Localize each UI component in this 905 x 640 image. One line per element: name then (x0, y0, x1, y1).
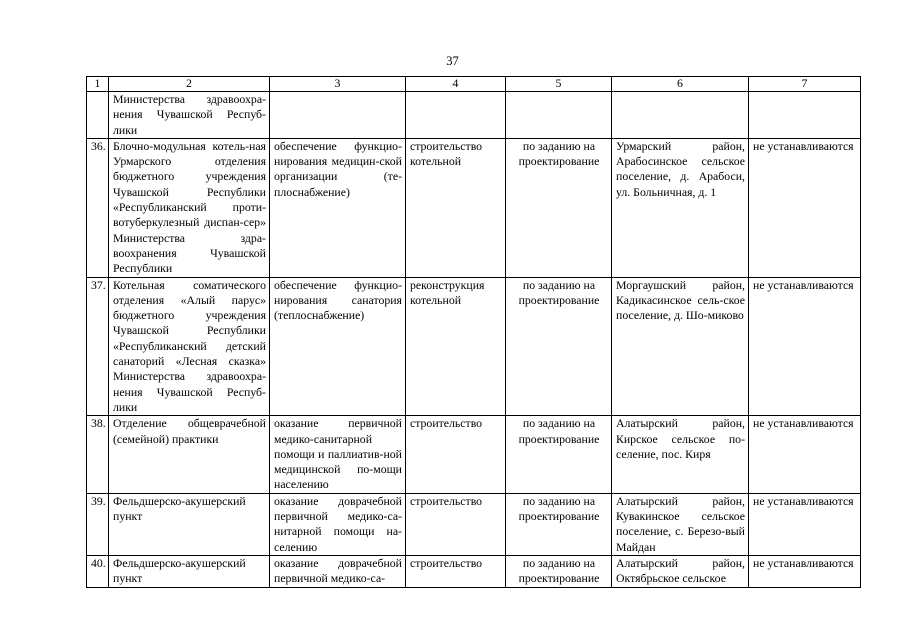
object-purpose: обеспечение функцио-нирования санатория (теплоснабжение) (270, 277, 406, 416)
object-purpose (270, 92, 406, 139)
object-zone: не устанавливаются (749, 555, 861, 587)
column-header: 4 (406, 77, 506, 92)
table-row (87, 138, 861, 277)
object-purpose: оказание доврачебной первичной медико-са- (270, 555, 406, 587)
object-purpose: оказание первичной медико-санитарной помощи и паллиатив-ной медицинской по-мощи населению (270, 416, 406, 493)
table-row (87, 416, 861, 493)
row-number: 36. (87, 138, 109, 277)
object-name: Котельная соматического отделения «Алый парус» бюджетного учреждения Чувашской Республики «Республиканский детский санаторий «Лесная сказка» Министерства здравоохра-нения Чувашской Респуб-лики (109, 277, 270, 416)
object-location: Алатырский район, Кирское сельское по-селение, пос. Киря (612, 416, 749, 493)
object-capacity: по заданию на проектирование (506, 416, 612, 493)
column-header: 3 (270, 77, 406, 92)
table-row (87, 92, 861, 139)
object-name: Министерства здравоохра-нения Чувашской Респуб-лики (109, 92, 270, 139)
row-number (87, 92, 109, 139)
object-location: Алатырский район, Кувакинское сельское поселение, с. Березо-вый Майдан (612, 493, 749, 555)
object-capacity: по заданию на проектирование (506, 493, 612, 555)
object-capacity (506, 92, 612, 139)
object-location: Моргаушский район, Кадикасинское сель-ское поселение, д. Шо-миково (612, 277, 749, 416)
object-zone: не устанавливаются (749, 277, 861, 416)
object-name: Блочно-модульная котель-ная Урмарского отделения бюджетного учреждения Чувашской Республики «Республиканский проти-вотуберкулезный диспан-сер» Министерства здра-воохранения Чувашской Республики (109, 138, 270, 277)
row-number: 39. (87, 493, 109, 555)
object-capacity: по заданию на проектирование (506, 277, 612, 416)
object-type: строительство (406, 416, 506, 493)
object-type (406, 92, 506, 139)
column-header: 2 (109, 77, 270, 92)
object-zone (749, 92, 861, 139)
table-row (87, 555, 861, 587)
column-header: 1 (87, 77, 109, 92)
object-zone: не устанавливаются (749, 493, 861, 555)
object-name: Фельдшерско-акушерский пункт (109, 555, 270, 587)
row-number: 38. (87, 416, 109, 493)
object-zone: не устанавливаются (749, 416, 861, 493)
object-capacity: по заданию на проектирование (506, 555, 612, 587)
object-type: строительство (406, 493, 506, 555)
table-row (87, 493, 861, 555)
table-row (87, 277, 861, 416)
object-location (612, 92, 749, 139)
row-number: 37. (87, 277, 109, 416)
object-purpose: обеспечение функцио-нирования медицин-ской организации (те-плоснабжение) (270, 138, 406, 277)
table-header-row (87, 77, 861, 92)
page-number: 37 (446, 54, 459, 68)
object-type: строительство котельной (406, 138, 506, 277)
object-type: реконструкция котельной (406, 277, 506, 416)
object-name: Фельдшерско-акушерский пункт (109, 493, 270, 555)
object-location: Алатырский район, Октябрьское сельское (612, 555, 749, 587)
object-purpose: оказание доврачебной первичной медико-са-нитарной помощи на-селению (270, 493, 406, 555)
object-zone: не устанавливаются (749, 138, 861, 277)
column-header: 5 (506, 77, 612, 92)
objects-table (86, 76, 861, 588)
column-header: 6 (612, 77, 749, 92)
object-name: Отделение общеврачебной (семейной) практики (109, 416, 270, 493)
object-capacity: по заданию на проектирование (506, 138, 612, 277)
column-header: 7 (749, 77, 861, 92)
object-type: строительство (406, 555, 506, 587)
row-number: 40. (87, 555, 109, 587)
object-location: Урмарский район, Арабосинское сельское поселение, д. Арабоси, ул. Больничная, д. 1 (612, 138, 749, 277)
